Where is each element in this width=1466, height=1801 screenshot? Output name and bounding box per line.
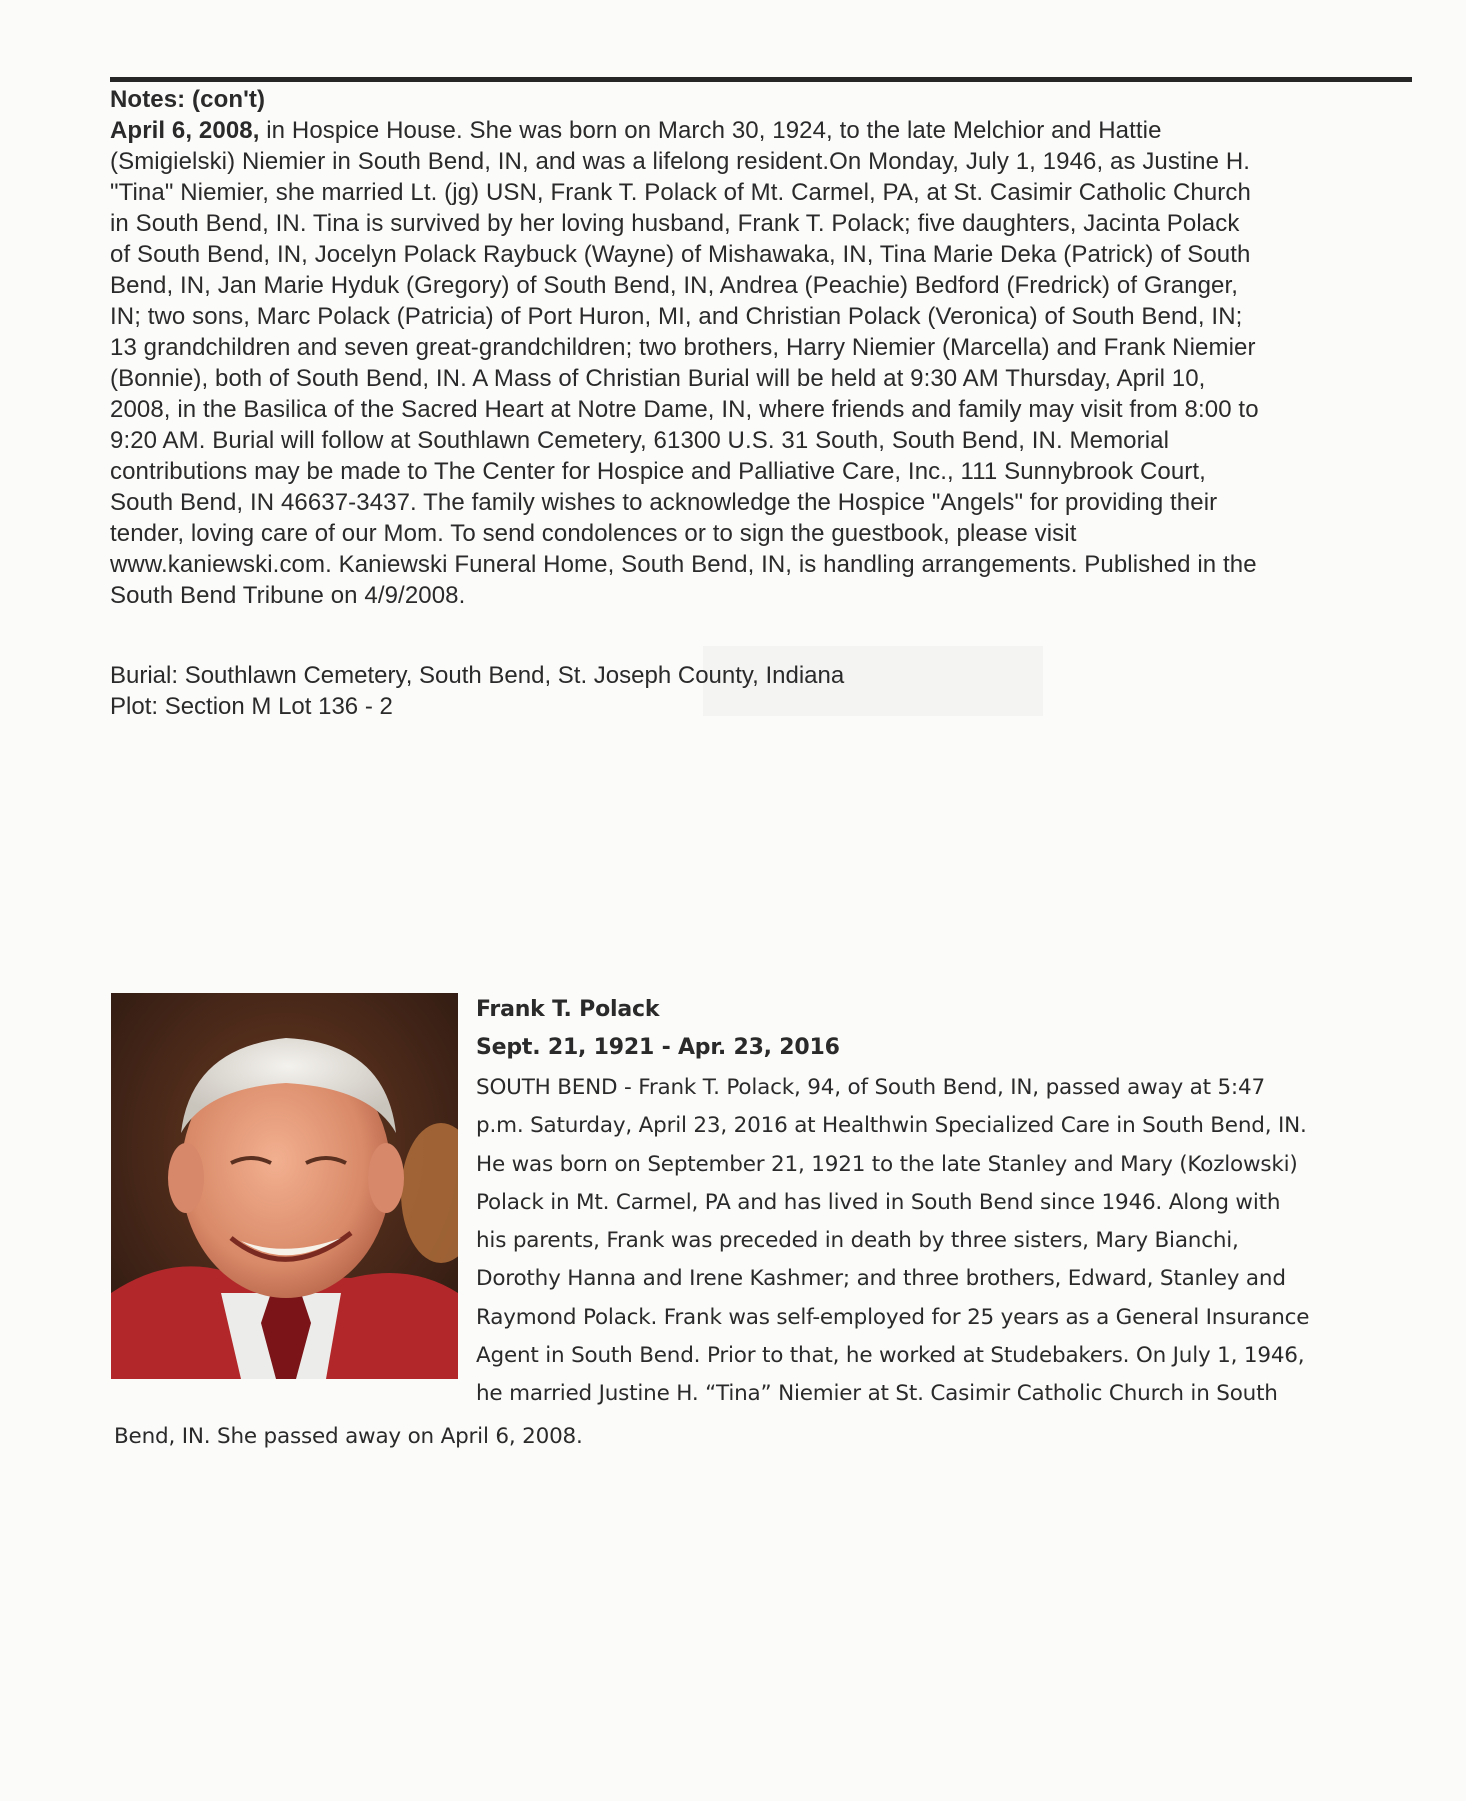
notes-section	[110, 84, 1416, 611]
obituary-line: his parents, Frank was preceded in death by three sisters, Mary Bianchi,	[476, 1228, 1239, 1254]
obituary-body	[476, 1069, 1416, 1414]
top-rule	[110, 77, 1412, 82]
plot-line: Plot: Section M Lot 136 - 2	[110, 693, 393, 720]
notes-line: www.kaniewski.com. Kaniewski Funeral Home, South Bend, IN, is handling arrangements. Published in the	[110, 551, 1257, 578]
obituary-line: He was born on September 21, 1921 to the late Stanley and Mary (Kozlowski)	[476, 1151, 1298, 1177]
obituary-line: p.m. Saturday, April 23, 2016 at Healthwin Specialized Care in South Bend, IN.	[476, 1113, 1307, 1139]
notes-title: Notes: (con't)	[110, 86, 266, 113]
obituary-line: Polack in Mt. Carmel, PA and has lived in South Bend since 1946. Along with	[476, 1189, 1281, 1215]
portrait-photo	[111, 993, 458, 1379]
notes-paragraph-line	[110, 115, 1416, 146]
notes-line: 9:20 AM. Burial will follow at Southlawn Cemetery, 61300 U.S. 31 South, South Bend, IN. Memorial	[110, 427, 1170, 454]
notes-line: of South Bend, IN, Jocelyn Polack Raybuck (Wayne) of Mishawaka, IN, Tina Marie Deka (Patrick) of South	[110, 241, 1251, 268]
notes-line: contributions may be made to The Center for Hospice and Palliative Care, Inc., 111 Sunnybrook Court,	[110, 458, 1206, 485]
notes-line: 13 grandchildren and seven great-grandchildren; two brothers, Harry Niemier (Marcella) and Frank Niemier	[110, 334, 1256, 361]
burial-line: Burial: Southlawn Cemetery, South Bend, St. Joseph County, Indiana	[110, 662, 845, 689]
notes-line: in Hospice House. She was born on March 30, 1924, to the late Melchior and Hattie	[259, 117, 1162, 144]
obituary-dates: Sept. 21, 1921 - Apr. 23, 2016	[476, 1035, 840, 1060]
obituary-name: Frank T. Polack	[476, 997, 660, 1022]
obituary-line: Agent in South Bend. Prior to that, he worked at Studebakers. On July 1, 1946,	[476, 1343, 1305, 1369]
obituary-line: SOUTH BEND - Frank T. Polack, 94, of South Bend, IN, passed away at 5:47	[476, 1075, 1265, 1100]
obituary-line: Raymond Polack. Frank was self-employed for 25 years as a General Insurance	[476, 1304, 1310, 1330]
notes-line: in South Bend, IN. Tina is survived by her loving husband, Frank T. Polack; five daughters, Jacinta Polack	[110, 210, 1240, 237]
obituary-last-line: Bend, IN. She passed away on April 6, 2008.	[114, 1424, 583, 1449]
burial-section	[110, 660, 970, 722]
notes-line: (Smigielski) Niemier in South Bend, IN, and was a lifelong resident.On Monday, July 1, 1946, as Justine H.	[110, 148, 1251, 175]
notes-line: South Bend, IN 46637-3437. The family wishes to acknowledge the Hospice "Angels" for providing their	[110, 489, 1218, 516]
notes-line: (Bonnie), both of South Bend, IN. A Mass of Christian Burial will be held at 9:30 AM Thursday, April 10,	[110, 365, 1206, 392]
notes-line: 2008, in the Basilica of the Sacred Heart at Notre Dame, IN, where friends and family may visit from 8:00 to	[110, 396, 1259, 423]
notes-lead-date: April 6, 2008,	[110, 117, 260, 144]
notes-line: South Bend Tribune on 4/9/2008.	[110, 582, 466, 609]
notes-line: "Tina" Niemier, she married Lt. (jg) USN, Frank T. Polack of Mt. Carmel, PA, at St. Casimir Catholic Church	[110, 179, 1251, 206]
notes-line: Bend, IN, Jan Marie Hyduk (Gregory) of South Bend, IN, Andrea (Peachie) Bedford (Fredrick) of Granger,	[110, 272, 1239, 299]
notes-line: IN; two sons, Marc Polack (Patricia) of Port Huron, MI, and Christian Polack (Veronica) of South Bend, IN;	[110, 303, 1243, 330]
obituary-line: he married Justine H. “Tina” Niemier at St. Casimir Catholic Church in South	[476, 1381, 1278, 1407]
notes-line: tender, loving care of our Mom. To send condolences or to sign the guestbook, please visit	[110, 520, 1077, 547]
obituary-line: Dorothy Hanna and Irene Kashmer; and three brothers, Edward, Stanley and	[476, 1266, 1286, 1292]
